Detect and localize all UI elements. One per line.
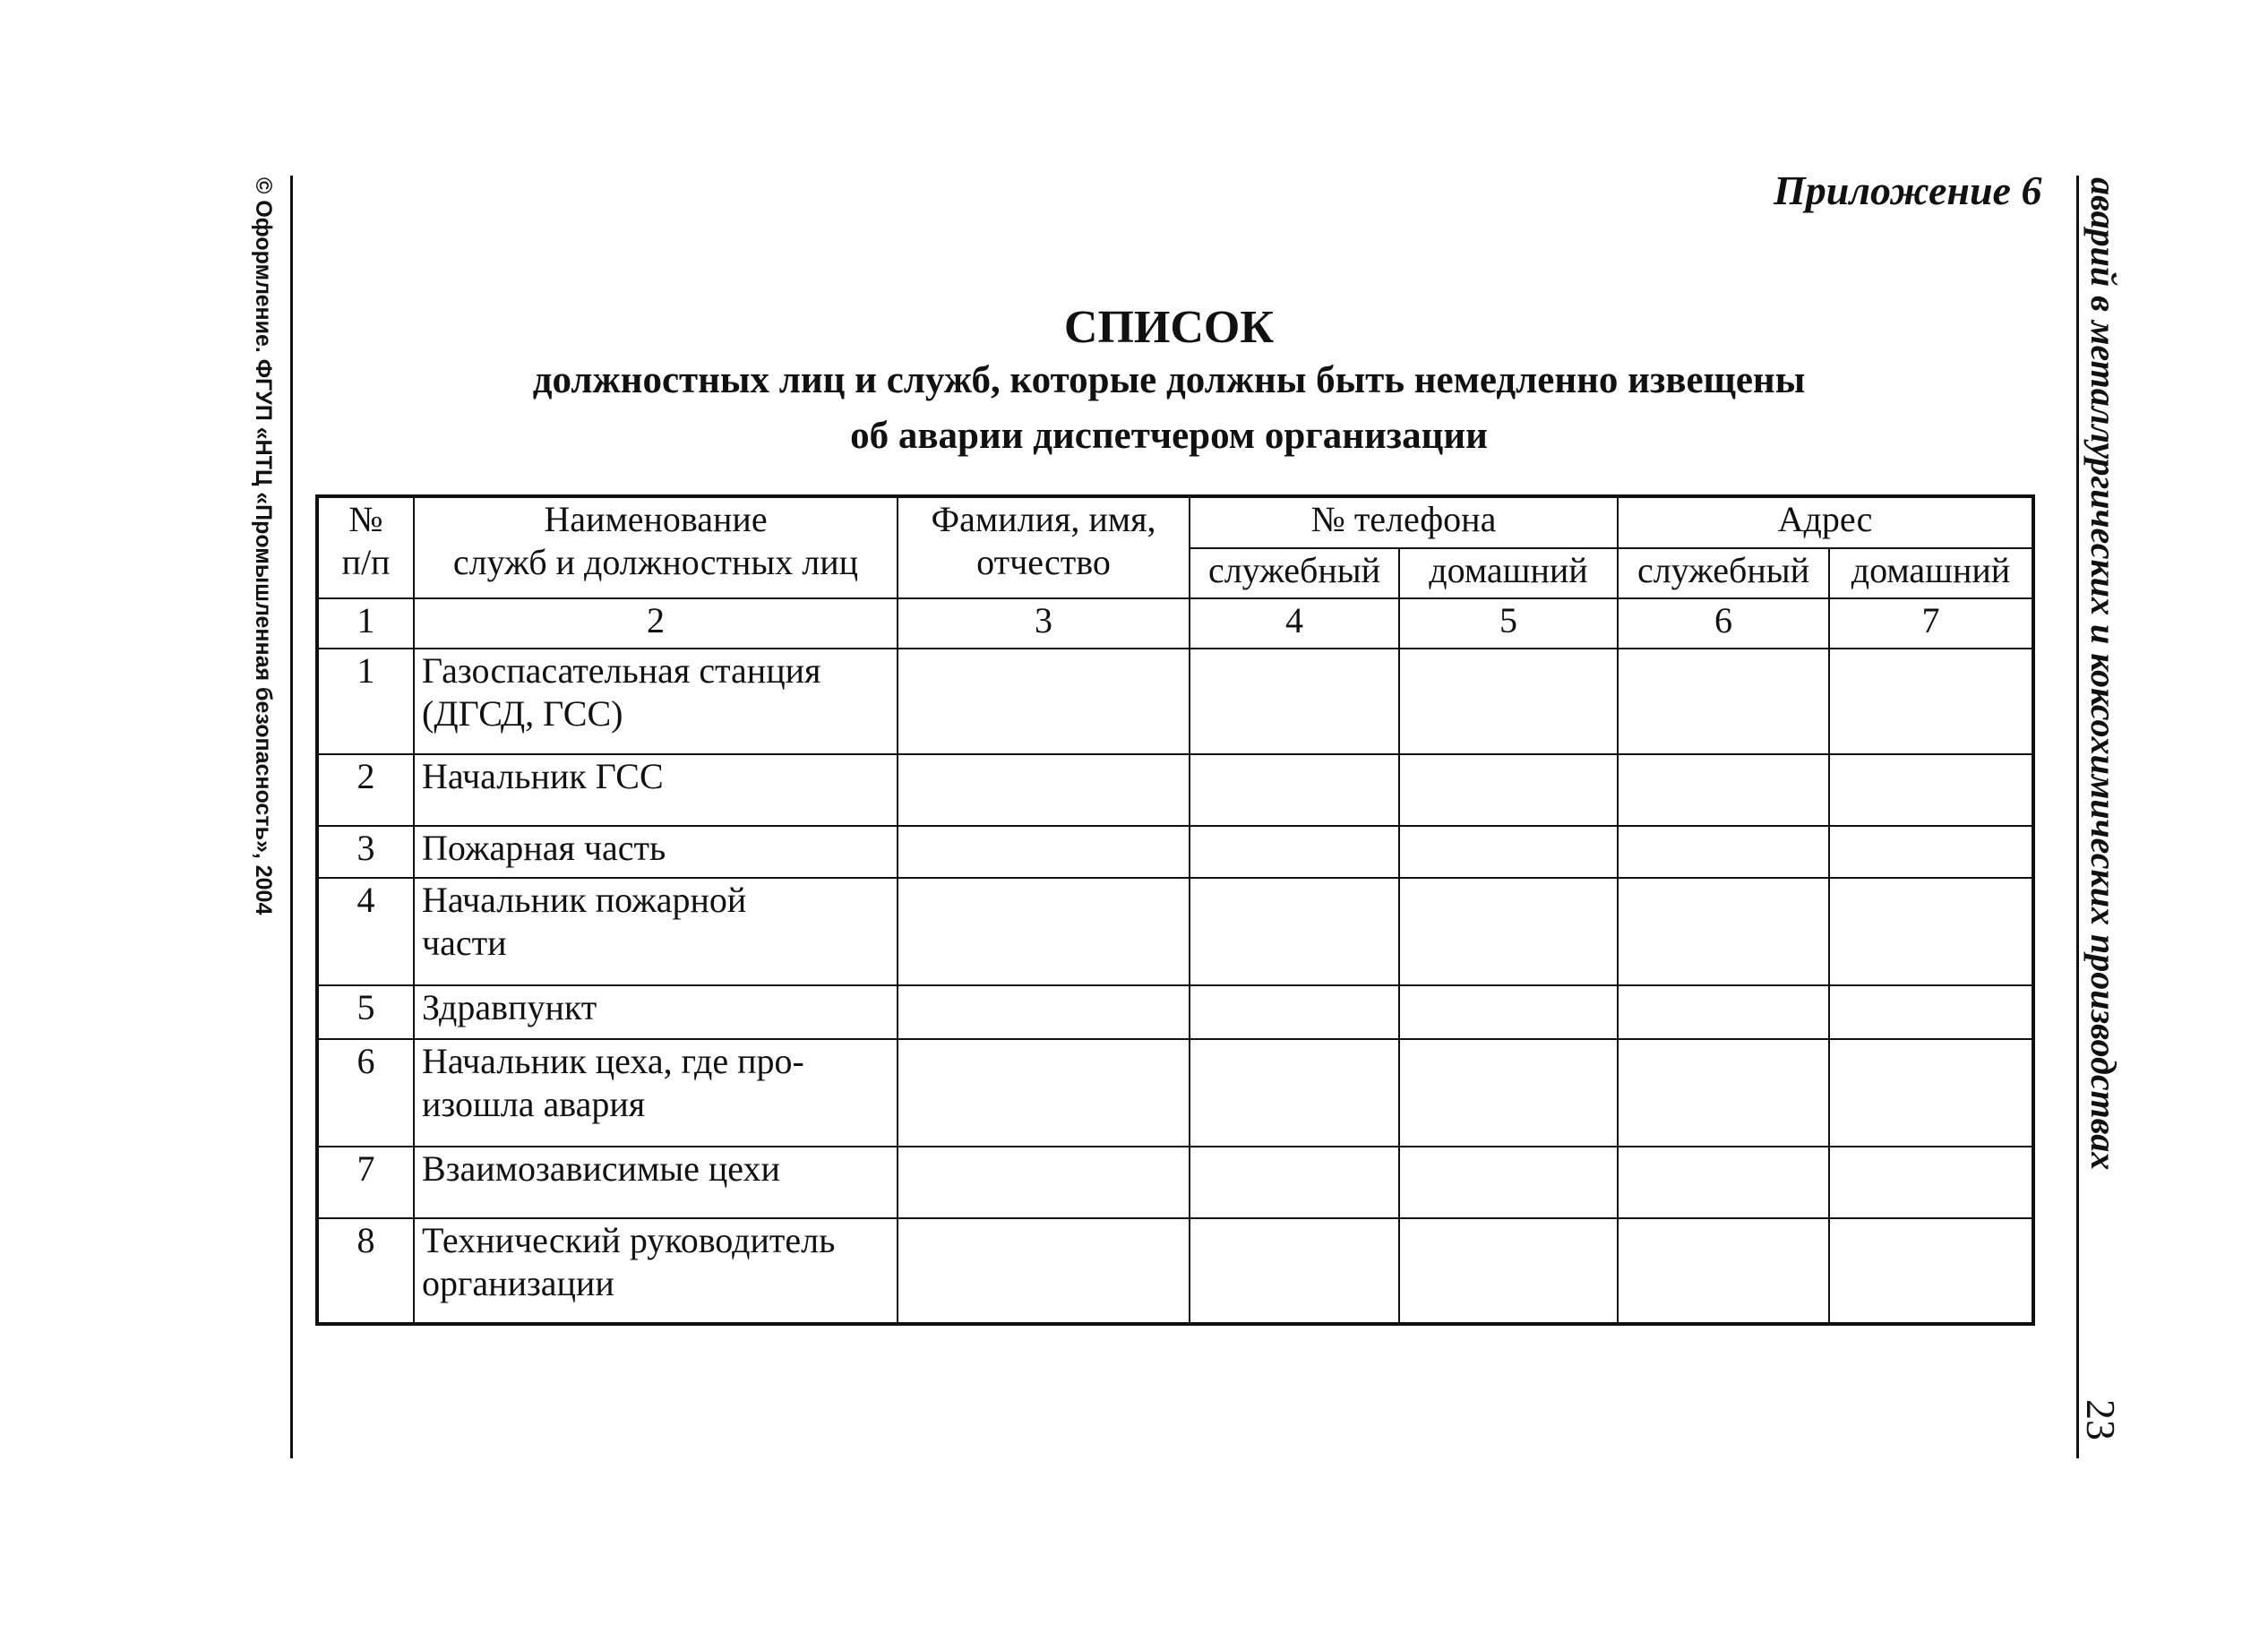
addr-home-cell [1829, 985, 2033, 1039]
addr-work-cell [1618, 1147, 1829, 1218]
row-number: 1 [317, 649, 414, 754]
col-number: 6 [1618, 598, 1829, 649]
row-name-line2: организации [422, 1263, 614, 1303]
addr-work-cell [1618, 649, 1829, 754]
header-name [414, 496, 898, 598]
fio-cell [898, 985, 1190, 1039]
phone-work-cell [1190, 878, 1399, 985]
header-fio [898, 496, 1190, 598]
col-number: 2 [414, 598, 898, 649]
row-name-line1: Пожарная часть [422, 828, 666, 868]
doc-subtitle-line1: должностных лиц и служб, которые должны быть немедленно извещены [532, 359, 1806, 401]
row-number: 6 [317, 1039, 414, 1147]
row-name [414, 878, 898, 985]
row-name [414, 649, 898, 754]
addr-home-cell [1829, 826, 2033, 878]
doc-title: СПИСОК [1063, 302, 1275, 353]
contacts-table [315, 494, 2035, 1326]
row-name [414, 1147, 898, 1218]
table-row [317, 826, 2033, 878]
addr-work-cell [1618, 1039, 1829, 1147]
col-number: 3 [898, 598, 1190, 649]
header-phone: № телефона [1190, 496, 1618, 548]
row-number: 2 [317, 754, 414, 826]
appendix-label: Приложение 6 [1774, 168, 2042, 213]
table-row [317, 1218, 2033, 1324]
table-row [317, 1039, 2033, 1147]
phone-work-cell [1190, 1147, 1399, 1218]
header-row-1 [317, 496, 2033, 548]
header-name-line1: Наименование [544, 499, 768, 539]
fio-cell [898, 754, 1190, 826]
row-number: 5 [317, 985, 414, 1039]
table-row [317, 985, 2033, 1039]
row-name-line1: Технический руководитель [422, 1220, 836, 1260]
column-number-row [317, 598, 2033, 649]
header-phone-work: служебный [1190, 548, 1399, 598]
fio-cell [898, 1147, 1190, 1218]
phone-home-cell [1399, 878, 1618, 985]
addr-work-cell [1618, 826, 1829, 878]
phone-work-cell [1190, 985, 1399, 1039]
fio-cell [898, 649, 1190, 754]
fio-cell [898, 1218, 1190, 1324]
phone-work-cell [1190, 754, 1399, 826]
phone-home-cell [1399, 1039, 1618, 1147]
row-number: 7 [317, 1147, 414, 1218]
header-addr-work: служебный [1618, 548, 1829, 598]
phone-home-cell [1399, 826, 1618, 878]
phone-work-cell [1190, 826, 1399, 878]
header-num-line2: п/п [341, 542, 391, 582]
header-phone-home: домашний [1399, 548, 1618, 598]
row-name-line1: Начальник цеха, где про- [422, 1041, 804, 1081]
row-number: 3 [317, 826, 414, 878]
header-fio-line2: отчество [976, 542, 1111, 582]
row-name [414, 1039, 898, 1147]
row-name-line1: Газоспасательная станция [422, 650, 821, 691]
row-name [414, 985, 898, 1039]
table-row [317, 649, 2033, 754]
col-number: 4 [1190, 598, 1399, 649]
copyright-note: © Оформление. ФГУП «НТЦ «Промышленная безопасность», 2004 [251, 177, 276, 915]
row-name [414, 826, 898, 878]
fio-cell [898, 1039, 1190, 1147]
col-number: 7 [1829, 598, 2033, 649]
addr-home-cell [1829, 754, 2033, 826]
phone-home-cell [1399, 649, 1618, 754]
phone-home-cell [1399, 1147, 1618, 1218]
col-number: 5 [1399, 598, 1618, 649]
running-title: аварий в металлургических и коксохимических производствах [2083, 177, 2124, 1171]
header-num [317, 496, 414, 598]
phone-home-cell [1399, 1218, 1618, 1324]
addr-work-cell [1618, 1218, 1829, 1324]
row-name-line2: части [422, 923, 507, 963]
phone-work-cell [1190, 649, 1399, 754]
addr-work-cell [1618, 985, 1829, 1039]
row-number: 4 [317, 878, 414, 985]
row-name-line2: (ДГСД, ГСС) [422, 693, 623, 734]
row-name-line2: изошла авария [422, 1084, 646, 1124]
fio-cell [898, 878, 1190, 985]
addr-work-cell [1618, 754, 1829, 826]
table-row [317, 1147, 2033, 1218]
addr-home-cell [1829, 649, 2033, 754]
phone-home-cell [1399, 985, 1618, 1039]
right-margin-rule [2076, 176, 2079, 1458]
header-address: Адрес [1618, 496, 2033, 548]
fio-cell [898, 826, 1190, 878]
row-name-line1: Начальник ГСС [422, 756, 664, 796]
addr-home-cell [1829, 878, 2033, 985]
row-name-line1: Здравпункт [422, 987, 597, 1027]
row-number: 8 [317, 1218, 414, 1324]
table-row [317, 878, 2033, 985]
addr-home-cell [1829, 1218, 2033, 1324]
phone-work-cell [1190, 1218, 1399, 1324]
page-number: 23 [2078, 1399, 2124, 1440]
doc-subtitle-line2: об аварии диспетчером организации [850, 415, 1488, 457]
row-name-line1: Начальник пожарной [422, 880, 747, 920]
left-margin-rule [290, 176, 293, 1458]
table-row [317, 754, 2033, 826]
header-addr-home: домашний [1829, 548, 2033, 598]
addr-home-cell [1829, 1039, 2033, 1147]
row-name [414, 1218, 898, 1324]
addr-home-cell [1829, 1147, 2033, 1218]
phone-work-cell [1190, 1039, 1399, 1147]
row-name-line1: Взаимозависимые цехи [422, 1148, 780, 1189]
header-name-line2: служб и должностных лиц [452, 542, 859, 582]
phone-home-cell [1399, 754, 1618, 826]
header-fio-line1: Фамилия, имя, [931, 499, 1156, 539]
addr-work-cell [1618, 878, 1829, 985]
header-num-line1: № [348, 499, 383, 539]
col-number: 1 [317, 598, 414, 649]
row-name [414, 754, 898, 826]
